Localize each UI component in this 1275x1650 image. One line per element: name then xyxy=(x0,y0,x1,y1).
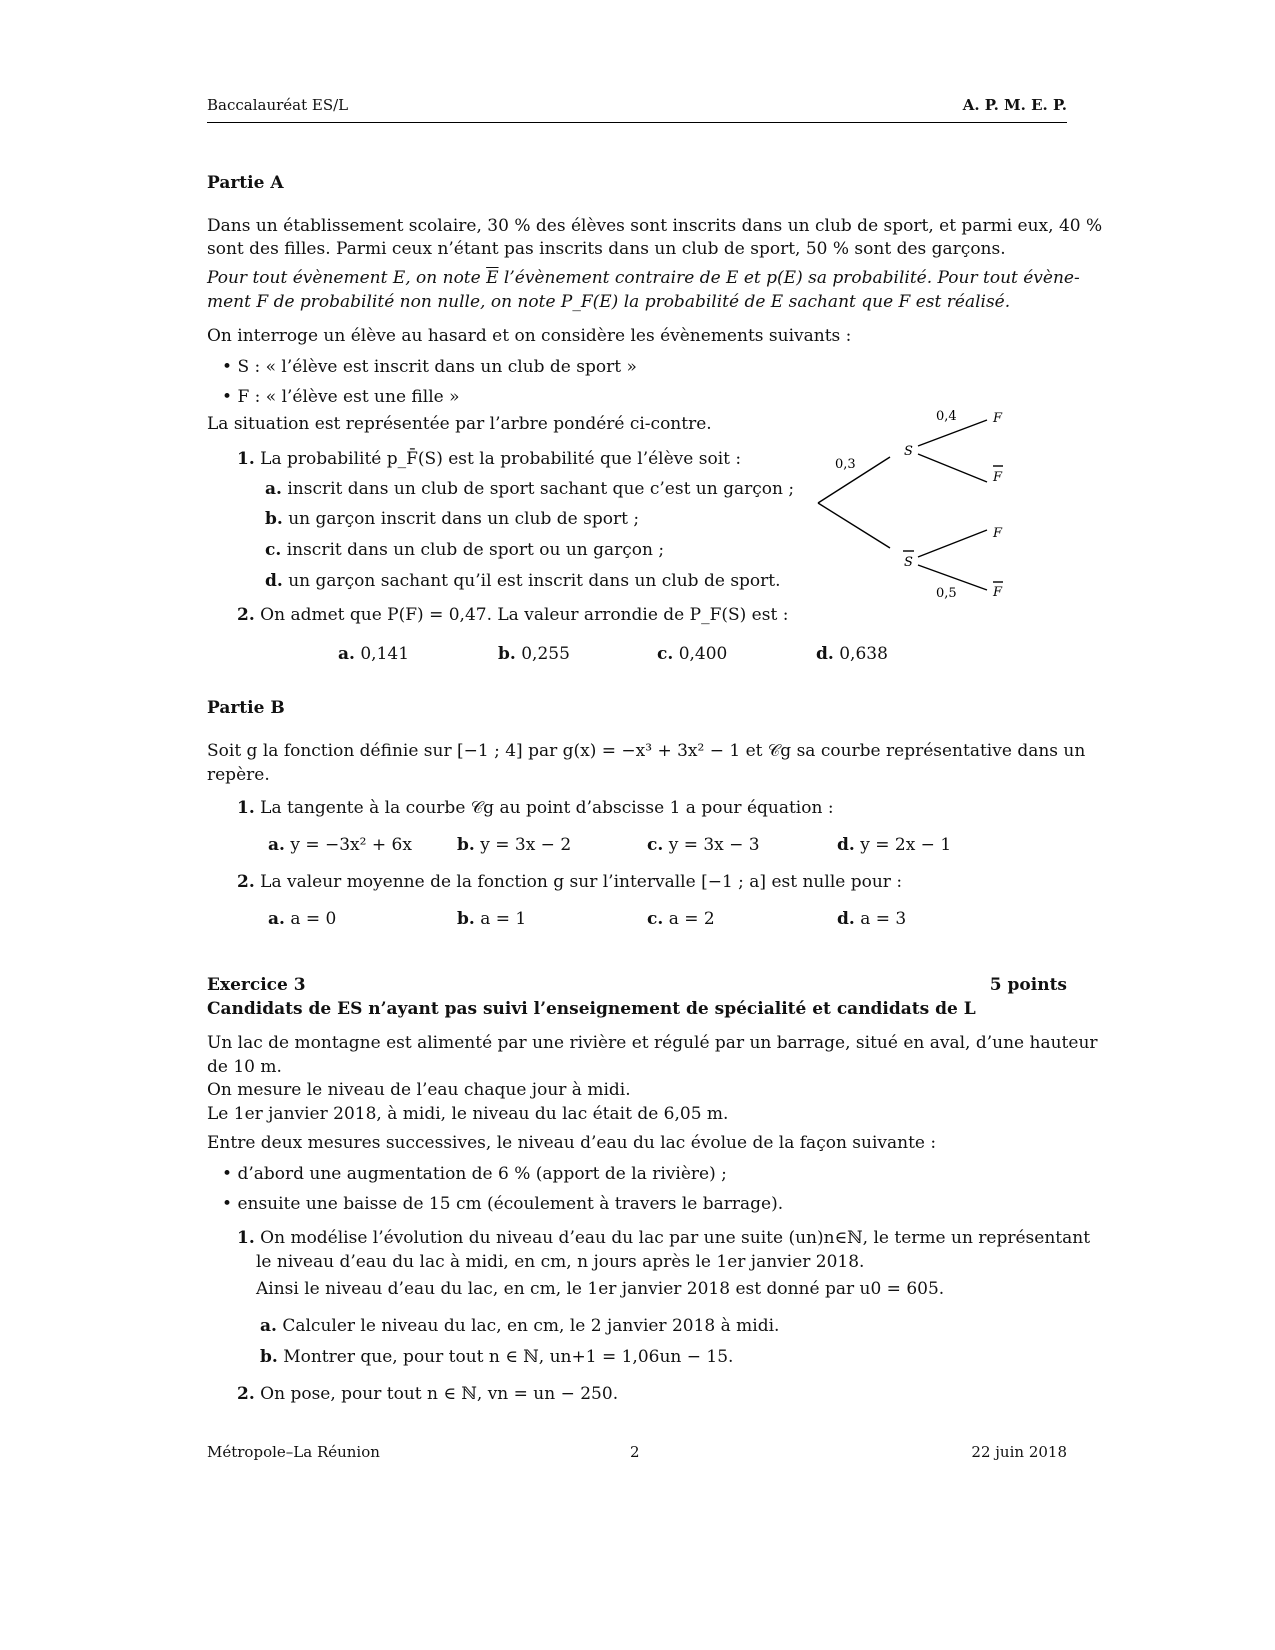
label: a. xyxy=(268,909,285,929)
label: d. xyxy=(816,644,834,664)
footer-left: Métropole–La Réunion xyxy=(207,1443,380,1461)
bullet-item: • F : « l’élève est une fille » xyxy=(222,387,460,407)
text: inscrit dans un club de sport sachant que c’est un garçon ; xyxy=(287,479,795,499)
text: a = 1 xyxy=(480,909,527,929)
text: y = 3x − 3 xyxy=(668,835,760,855)
prob-label: 0,4 xyxy=(936,409,957,424)
num: 2. xyxy=(237,605,255,625)
header-left: Baccalauréat ES/L xyxy=(207,96,349,114)
label: a. xyxy=(268,835,285,855)
text: On modélise l’évolution du niveau d’eau du lac par une suite (un)n∈ℕ, le terme un représentant xyxy=(260,1228,1091,1248)
page-number: 2 xyxy=(630,1443,640,1461)
text: l’évènement contraire de E et p(E) sa probabilité. Pour tout évène- xyxy=(498,268,1080,288)
label: d. xyxy=(837,909,855,929)
text: 0,141 xyxy=(360,644,410,664)
text: On pose, pour tout n ∈ ℕ, vn = un − 250. xyxy=(260,1384,619,1404)
label: b. xyxy=(457,835,475,855)
label: b. xyxy=(260,1347,278,1367)
option xyxy=(837,834,951,856)
text: a = 2 xyxy=(668,909,715,929)
text: La tangente à la courbe 𝒞g au point d’abscisse 1 a pour équation : xyxy=(260,798,834,818)
option xyxy=(260,1346,733,1368)
label: c. xyxy=(647,835,664,855)
paragraph: On interroge un élève au hasard et on considère les évènements suivants : xyxy=(207,326,852,346)
node-S: S xyxy=(904,444,913,459)
num: 2. xyxy=(237,1384,255,1404)
paragraph: Dans un établissement scolaire, 30 % des élèves sont inscrits dans un club de sport, et parmi eux, 40 % xyxy=(207,216,1103,236)
text: un garçon sachant qu’il est inscrit dans un club de sport. xyxy=(288,571,781,591)
node-Fbar: F xyxy=(993,585,1003,600)
question xyxy=(237,1227,1090,1249)
option xyxy=(457,908,526,930)
paragraph: Un lac de montagne est alimenté par une rivière et régulé par un barrage, situé en aval, d’une hauteur xyxy=(207,1033,1098,1053)
text: Calculer le niveau du lac, en cm, le 2 janvier 2018 à midi. xyxy=(282,1316,780,1336)
label: a. xyxy=(265,479,282,499)
num: 1. xyxy=(237,1228,255,1248)
text: un garçon inscrit dans un club de sport ; xyxy=(288,509,640,529)
prob-label: 0,5 xyxy=(936,586,957,601)
footer-right: 22 juin 2018 xyxy=(971,1443,1067,1461)
text: Pour tout évènement E, on note xyxy=(207,268,487,288)
num: 1. xyxy=(237,798,255,818)
text: y = 2x − 1 xyxy=(860,835,952,855)
text: a = 0 xyxy=(290,909,337,929)
option xyxy=(457,834,571,856)
text: y = −3x² + 6x xyxy=(290,835,412,855)
paragraph-italic: ment F de probabilité non nulle, on note P_F(E) la probabilité de E sachant que F est réalisé. xyxy=(207,292,1011,312)
label: d. xyxy=(837,835,855,855)
header-right: A. P. M. E. P. xyxy=(962,96,1067,114)
text: 0,255 xyxy=(521,644,570,664)
paragraph: sont des filles. Parmi ceux n’étant pas inscrits dans un club de sport, 50 % sont des garçons. xyxy=(207,239,1006,259)
question xyxy=(237,871,902,893)
paragraph: Entre deux mesures successives, le niveau d’eau du lac évolue de la façon suivante : xyxy=(207,1133,937,1153)
label: b. xyxy=(498,644,516,664)
text: y = 3x − 2 xyxy=(480,835,572,855)
branch xyxy=(818,503,890,548)
label: b. xyxy=(457,909,475,929)
text: d’abord une augmentation de 6 % (apport de la rivière) ; xyxy=(237,1164,727,1184)
label: a. xyxy=(338,644,355,664)
node-Sbar: S xyxy=(904,555,913,570)
question xyxy=(237,797,834,819)
label: c. xyxy=(265,540,282,560)
text: 0,400 xyxy=(678,644,728,664)
option xyxy=(260,1315,779,1337)
exercise-subtitle: Candidats de ES n’ayant pas suivi l’enseignement de spécialité et candidats de L xyxy=(207,999,976,1019)
text: ensuite une baisse de 15 cm (écoulement à travers le barrage). xyxy=(237,1194,784,1214)
question xyxy=(237,1383,618,1405)
exercise-title: Exercice 3 xyxy=(207,975,306,995)
paragraph: On mesure le niveau de l’eau chaque jour à midi. xyxy=(207,1080,631,1100)
question-line: le niveau d’eau du lac à midi, en cm, n jours après le 1er janvier 2018. xyxy=(256,1252,865,1272)
paragraph: Le 1er janvier 2018, à midi, le niveau du lac était de 6,05 m. xyxy=(207,1104,729,1124)
text: inscrit dans un club de sport ou un garçon ; xyxy=(286,540,665,560)
text: a = 3 xyxy=(860,909,907,929)
node-F: F xyxy=(993,411,1003,426)
option xyxy=(647,834,760,856)
label: d. xyxy=(265,571,283,591)
probability-tree xyxy=(0,0,1275,700)
label: c. xyxy=(657,644,674,664)
text: S : « l’élève est inscrit dans un club de sport » xyxy=(237,357,637,377)
text: La probabilité p_F̄(S) est la probabilité que l’élève soit : xyxy=(260,449,742,469)
bullet-item: • ensuite une baisse de 15 cm (écoulement à travers le barrage). xyxy=(222,1194,784,1214)
paragraph: La situation est représentée par l’arbre pondéré ci-contre. xyxy=(207,414,712,434)
option xyxy=(647,908,715,930)
text: On admet que P(F) = 0,47. La valeur arrondie de P_F(S) est : xyxy=(260,605,789,625)
partA-title: Partie A xyxy=(207,173,284,193)
bullet-item: • d’abord une augmentation de 6 % (apport de la rivière) ; xyxy=(222,1164,727,1184)
node-F: F xyxy=(993,526,1003,541)
text: $\overline{E}$ xyxy=(486,268,499,288)
option xyxy=(837,908,906,930)
text: 0,638 xyxy=(839,644,888,664)
paragraph: Soit g la fonction définie sur [−1 ; 4] par g(x) = −x³ + 3x² − 1 et 𝒞g sa courbe représentative dans un xyxy=(207,741,1086,761)
text: F : « l’élève est une fille » xyxy=(237,387,460,407)
bullet-item: • S : « l’élève est inscrit dans un club de sport » xyxy=(222,357,637,377)
text: Montrer que, pour tout n ∈ ℕ, un+1 = 1,06un − 15. xyxy=(283,1347,734,1367)
num: 2. xyxy=(237,872,255,892)
branch xyxy=(918,530,987,557)
label: b. xyxy=(265,509,283,529)
text: La valeur moyenne de la fonction g sur l’intervalle [−1 ; a] est nulle pour : xyxy=(260,872,903,892)
node-Fbar: F xyxy=(993,470,1003,485)
partB-title: Partie B xyxy=(207,698,285,718)
branch xyxy=(918,454,987,482)
label: c. xyxy=(647,909,664,929)
option xyxy=(268,908,336,930)
prob-label: 0,3 xyxy=(835,457,856,472)
question-line: Ainsi le niveau d’eau du lac, en cm, le 1er janvier 2018 est donné par u0 = 605. xyxy=(256,1279,945,1299)
option xyxy=(268,834,412,856)
paragraph: de 10 m. xyxy=(207,1057,282,1077)
label: a. xyxy=(260,1316,277,1336)
paragraph: repère. xyxy=(207,765,270,785)
num: 1. xyxy=(237,449,255,469)
exercise-points: 5 points xyxy=(989,975,1067,995)
